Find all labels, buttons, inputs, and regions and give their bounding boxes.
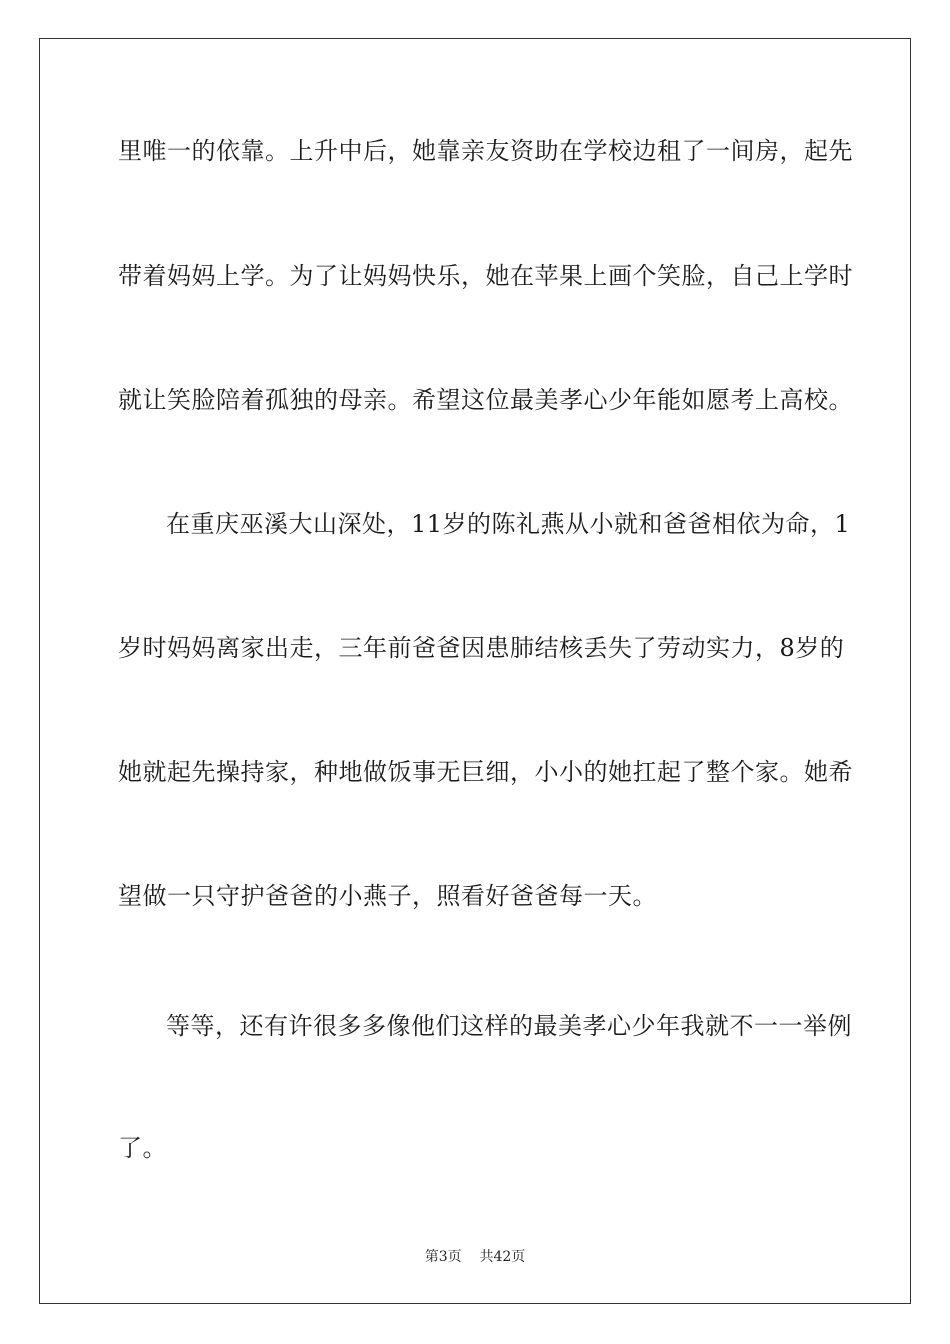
text-line-6: 她就起先操持家，种地做饭事无巨细，小小的她扛起了整个家。她希 — [118, 758, 853, 786]
text-line-9: 了。 — [118, 1134, 167, 1162]
page-border — [39, 38, 911, 1304]
text-line-2: 带着妈妈上学。为了让妈妈快乐，她在苹果上画个笑脸，自己上学时 — [118, 262, 853, 290]
page-footer — [0, 1248, 950, 1266]
text-line-4: 在重庆巫溪大山深处，11岁的陈礼燕从小就和爸爸相依为命，1 — [166, 510, 851, 538]
page-total: 共42页 — [479, 1249, 526, 1265]
text-line-1: 里唯一的依靠。上升中后，她靠亲友资助在学校边租了一间房，起先 — [118, 137, 853, 165]
page-number: 第3页 — [424, 1249, 462, 1265]
text-line-3: 就让笑脸陪着孤独的母亲。希望这位最美孝心少年能如愿考上高校。 — [118, 386, 853, 414]
text-line-8: 等等，还有许很多多像他们这样的最美孝心少年我就不一一举例 — [166, 1012, 852, 1040]
text-line-5: 岁时妈妈离家出走，三年前爸爸因患肺结核丢失了劳动实力，8岁的 — [118, 634, 845, 662]
text-line-7: 望做一只守护爸爸的小燕子，照看好爸爸每一天。 — [118, 882, 657, 910]
